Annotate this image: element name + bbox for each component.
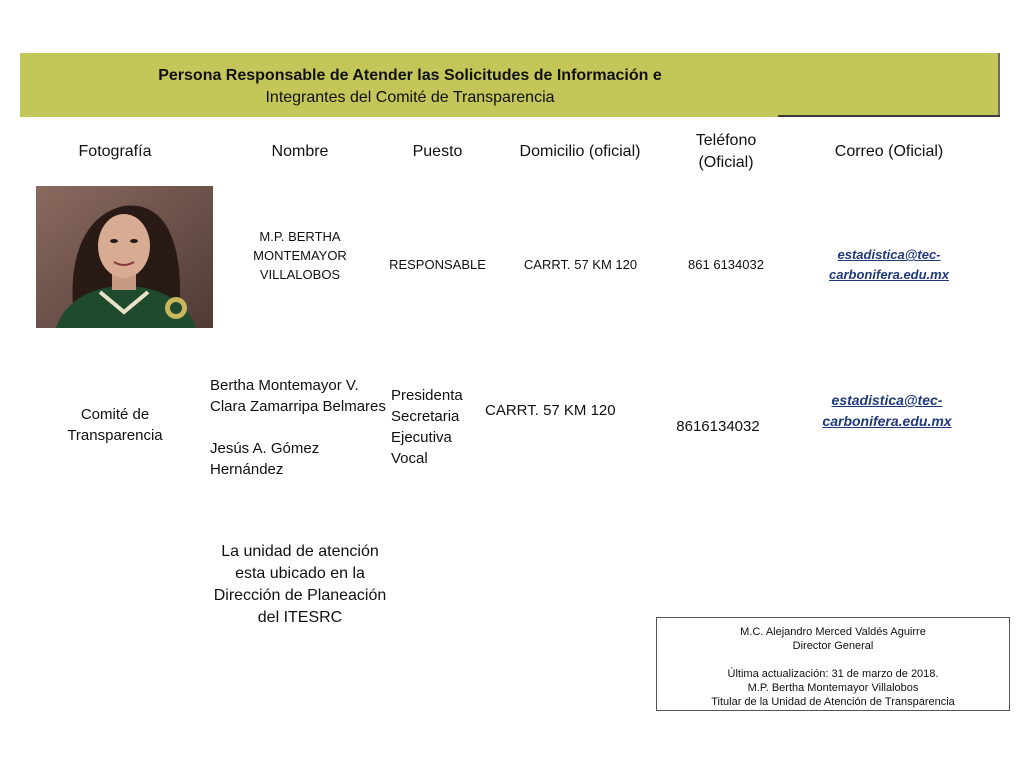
footer-line-5: M.P. Bertha Montemayor Villalobos	[747, 682, 919, 694]
header-title: Persona Responsable de Atender las Solicitudes de Información e	[158, 67, 662, 84]
footer-signature-box	[656, 617, 1010, 711]
responsable-name-line2: MONTEMAYOR	[253, 248, 347, 263]
responsable-name	[240, 227, 360, 284]
unidad-note	[195, 541, 405, 629]
col-telefono-line1: Teléfono	[695, 132, 757, 149]
unidad-note-line2: esta ubicado en la	[235, 565, 365, 582]
responsable-name-line3: VILLALOBOS	[259, 267, 341, 282]
portrait-image	[36, 186, 213, 328]
footer-line-4: Última actualización: 31 de marzo de 2018.	[727, 668, 939, 680]
unidad-note-line1: La unidad de atención	[221, 543, 379, 560]
comite-telefono: 8616134032	[676, 418, 760, 435]
responsable-name-line1: M.P. BERTHA	[259, 229, 341, 244]
footer-line-3	[657, 653, 1009, 667]
col-correo: Correo (Oficial)	[834, 143, 944, 160]
col-nombre: Nombre	[271, 143, 329, 160]
col-puesto: Puesto	[412, 143, 463, 160]
comite-names	[210, 375, 395, 480]
col-telefono-line2: (Oficial)	[698, 154, 754, 171]
comite-puestos	[391, 385, 486, 469]
unidad-note-line4: del ITESRC	[257, 609, 343, 626]
comite-label-line2: Transparencia	[67, 427, 163, 444]
comite-domicilio: CARRT. 57 KM 120	[485, 402, 616, 419]
responsable-telefono: 861 6134032	[688, 257, 764, 272]
header-divider	[778, 115, 1000, 117]
comite-name-spacer	[210, 417, 395, 438]
comite-email-line1[interactable]: estadistica@tec-	[831, 392, 943, 408]
comite-label-line1: Comité de	[80, 406, 150, 423]
responsable-domicilio: CARRT. 57 KM 120	[523, 257, 638, 272]
comite-puesto-3: Ejecutiva	[391, 429, 452, 446]
col-telefono	[666, 130, 786, 174]
footer-line-1: M.C. Alejandro Merced Valdés Aguirre	[740, 626, 926, 638]
responsable-puesto: RESPONSABLE	[389, 257, 486, 272]
comite-email-line2[interactable]: carbonifera.edu.mx	[822, 413, 952, 429]
footer-line-6: Titular de la Unidad de Atención de Transparencia	[711, 696, 955, 708]
header-subtitle: Integrantes del Comité de Transparencia	[265, 89, 555, 106]
comite-puesto-1: Presidenta	[391, 387, 463, 404]
comite-name-1: Bertha Montemayor V.	[210, 377, 359, 394]
responsable-photo	[36, 186, 213, 328]
footer-line-2: Director General	[792, 640, 874, 652]
col-domicilio: Domicilio (oficial)	[519, 143, 641, 160]
comite-label	[40, 404, 190, 446]
comite-puesto-2: Secretaria	[391, 408, 460, 425]
responsable-email-link[interactable]	[800, 245, 978, 285]
unidad-note-line3: Dirección de Planeación	[213, 587, 387, 604]
header-band	[20, 53, 1000, 117]
col-fotografia: Fotografía	[78, 143, 152, 160]
comite-name-3a: Jesús A. Gómez	[210, 440, 320, 457]
comite-puesto-4: Vocal	[391, 450, 428, 467]
responsable-email-line1[interactable]: estadistica@tec-	[837, 247, 941, 262]
comite-email-link[interactable]	[796, 390, 978, 432]
responsable-email-line2[interactable]: carbonifera.edu.mx	[829, 267, 949, 282]
comite-name-3b: Hernández	[210, 461, 284, 478]
comite-name-2: Clara Zamarripa Belmares	[210, 398, 386, 415]
